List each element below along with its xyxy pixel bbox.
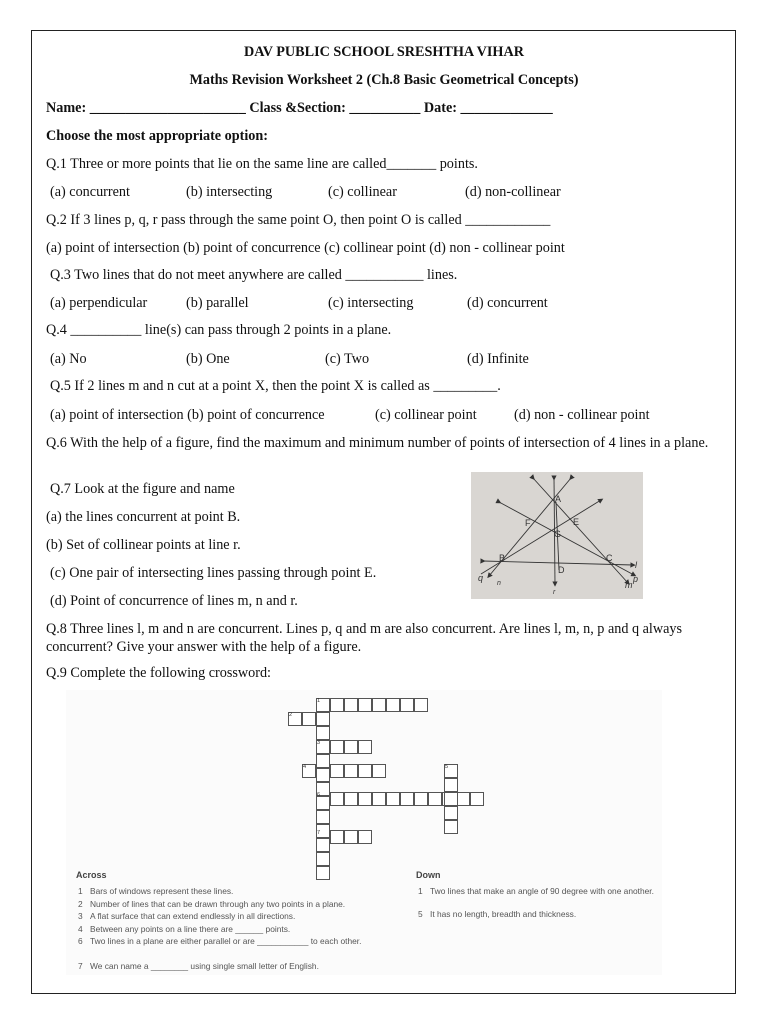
- crossword-cell[interactable]: [344, 830, 358, 844]
- across-clue-2: 2 Number of lines that can be drawn through any two points in a plane.: [78, 899, 346, 909]
- crossword-cell[interactable]: [400, 792, 414, 806]
- crossword-cell[interactable]: [358, 764, 372, 778]
- q3-option-c: (c) intersecting: [328, 295, 414, 311]
- q5-option-d: (d) non - collinear point: [514, 407, 650, 423]
- crossword-cell[interactable]: [358, 792, 372, 806]
- across-clue-3: 3 A flat surface that can extend endlessly in all directions.: [78, 911, 296, 921]
- q3-option-a: (a) perpendicular: [50, 295, 148, 311]
- line-m: [533, 478, 628, 583]
- crossword-cell[interactable]: [456, 792, 470, 806]
- crossword-cell[interactable]: [414, 792, 428, 806]
- q7-part-b: (b) Set of collinear points at line r.: [46, 537, 241, 553]
- label-B: B: [499, 553, 506, 563]
- worksheet-title: Maths Revision Worksheet 2 (Ch.8 Basic Geometrical Concepts): [189, 72, 579, 88]
- crossword-cell[interactable]: [316, 726, 330, 740]
- crossword-cell[interactable]: [372, 792, 386, 806]
- crossword-panel: [66, 690, 662, 975]
- clue-number-2: 2: [289, 712, 293, 718]
- crossword-cell[interactable]: [386, 792, 400, 806]
- q2-text: Q.2 If 3 lines p, q, r pass through the same point O, then point O is called ____________: [46, 212, 551, 228]
- label-E: E: [573, 517, 580, 527]
- label-n: n: [497, 580, 501, 587]
- crossword-cell[interactable]: [344, 740, 358, 754]
- across-clue-4: 4 Between any points on a line there are ______ points.: [78, 924, 291, 934]
- crossword-cell[interactable]: [330, 740, 344, 754]
- label-p: p: [633, 574, 639, 584]
- crossword-cell[interactable]: [400, 698, 414, 712]
- crossword-cell[interactable]: [344, 792, 358, 806]
- q5-option-ab: (a) point of intersection (b) point of concurrence: [50, 407, 325, 423]
- crossword-cell[interactable]: [316, 852, 330, 866]
- clue-number-5: 5: [445, 764, 449, 770]
- q5-text: Q.5 If 2 lines m and n cut at a point X, then the point X is called as _________.: [50, 378, 501, 394]
- crossword-cell[interactable]: [344, 698, 358, 712]
- crossword-cell[interactable]: [372, 764, 386, 778]
- across-clue-1: 1 Bars of windows represent these lines.: [78, 886, 234, 896]
- label-m: m: [625, 580, 633, 590]
- crossword-cell[interactable]: [358, 830, 372, 844]
- q1-option-d: (d) non-collinear: [465, 184, 561, 200]
- crossword-cell[interactable]: [316, 796, 330, 810]
- instruction: Choose the most appropriate option:: [46, 128, 269, 144]
- q1-option-a: (a) concurrent: [50, 184, 130, 200]
- clue-number-4: 4: [303, 764, 307, 770]
- q4-option-b: (b) One: [186, 351, 230, 367]
- crossword-cell[interactable]: [316, 754, 330, 768]
- q7-geometry-figure: [471, 472, 643, 599]
- q5-option-c: (c) collinear point: [375, 407, 477, 423]
- across-heading: Across: [76, 870, 107, 880]
- q8-text: Q.8 Three lines l, m and n are concurrent. Lines p, q and m are also concurrent. Are lines l, m, n, p and q always concurrent? Give your answer with the help of a figure.: [46, 621, 683, 655]
- crossword-cell[interactable]: [344, 764, 358, 778]
- label-C: C: [606, 553, 613, 563]
- crossword-cell[interactable]: [330, 764, 344, 778]
- crossword-cell[interactable]: [316, 810, 330, 824]
- q3-option-d: (d) concurrent: [467, 295, 548, 311]
- q7-part-c: (c) One pair of intersecting lines passing through point E.: [50, 565, 377, 581]
- q3-option-b: (b) parallel: [186, 295, 249, 311]
- q4-option-a: (a) No: [50, 351, 87, 367]
- q7-text: Q.7 Look at the figure and name: [50, 481, 235, 497]
- crossword-cell[interactable]: [428, 792, 442, 806]
- crossword-cell[interactable]: [444, 778, 458, 792]
- q9-text: Q.9 Complete the following crossword:: [46, 665, 271, 681]
- crossword-cell[interactable]: [316, 712, 330, 726]
- q1-option-b: (b) intersecting: [186, 184, 273, 200]
- crossword-cell[interactable]: [330, 792, 344, 806]
- clue-number-6: 6: [317, 792, 321, 798]
- crossword-cell[interactable]: [372, 698, 386, 712]
- q1-text: Q.1 Three or more points that lie on the same line are called_______ points.: [46, 156, 478, 172]
- label-q: q: [478, 573, 484, 583]
- line-p: [499, 502, 634, 575]
- q6-text: Q.6 With the help of a figure, find the maximum and minimum number of points of intersection of 4 lines in a plane.: [46, 435, 709, 451]
- label-l: l: [635, 560, 637, 570]
- q4-option-c: (c) Two: [325, 351, 370, 367]
- crossword-cell[interactable]: [444, 820, 458, 834]
- student-details-line: Name: ______________________ Class &Section: __________ Date: _____________: [46, 100, 553, 116]
- label-G: G: [554, 529, 562, 539]
- crossword-cell[interactable]: [330, 698, 344, 712]
- crossword-cell[interactable]: [444, 806, 458, 820]
- crossword-cell[interactable]: [386, 698, 400, 712]
- clue-number-3: 3: [317, 740, 321, 746]
- school-title: DAV PUBLIC SCHOOL SRESHTHA VIHAR: [244, 44, 524, 60]
- q3-text: Q.3 Two lines that do not meet anywhere are called ___________ lines.: [50, 267, 458, 283]
- crossword-cell[interactable]: [470, 792, 484, 806]
- crossword-cell[interactable]: [316, 838, 330, 852]
- crossword-cell[interactable]: [358, 740, 372, 754]
- q7-part-d: (d) Point of concurrence of lines m, n and r.: [50, 593, 298, 609]
- crossword-cell[interactable]: [330, 830, 344, 844]
- clue-number-1: 1: [317, 698, 321, 704]
- down-heading: Down: [416, 870, 441, 880]
- label-D: D: [558, 565, 565, 575]
- q1-option-c: (c) collinear: [328, 184, 397, 200]
- crossword-cell[interactable]: [302, 712, 316, 726]
- crossword-cell[interactable]: [316, 768, 330, 782]
- crossword-cell[interactable]: [358, 698, 372, 712]
- down-clue-1: 1 Two lines that make an angle of 90 degree with one another.: [418, 886, 654, 896]
- q2-options: (a) point of intersection (b) point of concurrence (c) collinear point (d) non - collinear point: [46, 240, 565, 256]
- q4-option-d: (d) Infinite: [467, 351, 529, 367]
- across-clue-7: 7 We can name a ________ using single small letter of English.: [78, 961, 319, 971]
- crossword-cell[interactable]: [444, 792, 458, 806]
- q7-part-a: (a) the lines concurrent at point B.: [46, 509, 241, 525]
- crossword-cell[interactable]: [414, 698, 428, 712]
- label-r: r: [553, 589, 556, 596]
- down-clue-5: 5 It has no length, breadth and thickness.: [418, 909, 577, 919]
- label-F: F: [525, 518, 531, 528]
- label-A: A: [555, 494, 562, 504]
- crossword-cell[interactable]: [316, 866, 330, 880]
- clue-number-7: 7: [317, 830, 321, 836]
- across-clue-6: 6 Two lines in a plane are either parallel or are ___________ to each other.: [78, 936, 362, 946]
- q4-text: Q.4 __________ line(s) can pass through 2 points in a plane.: [46, 322, 392, 338]
- geometry-diagram: [471, 472, 643, 599]
